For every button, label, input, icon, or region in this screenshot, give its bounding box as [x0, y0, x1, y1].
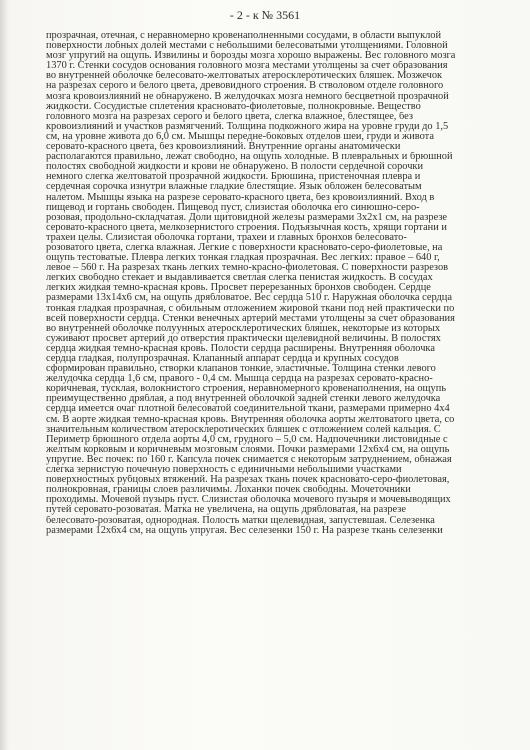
- text-line: легких жидкая темно-красная кровь. Просвет перерезанных бронхов свободен. Сердце: [46, 283, 431, 294]
- text-line: серовато-красного цвета, мелкозернистого строения. Подъязычная кость, хрящи гортани и: [46, 222, 447, 233]
- text-line: серовато-красного цвета, без кровоизлияний. Внутренние органы анатомически: [46, 142, 401, 153]
- scan-shadow: [0, 0, 8, 750]
- text-line: на разрезах серого и белого цвета, древовидного строения. В стволовом отделе головного: [46, 81, 444, 92]
- text-line: белесовато-розоватая, однородная. Полость матки щелевидная, запустевшая. Селезенка: [46, 515, 435, 526]
- text-line: головного мозга на разрезах серого и белого цвета, слегка влажное, блестящее, без: [46, 111, 413, 122]
- text-line: левое – 560 г. На разрезах ткань легких темно-красно-фиолетовая. С поверхности разрезов: [46, 263, 449, 274]
- text-line: сформирован правильно, створки клапанов тонкие, эластичные. Толщина стенки левого: [46, 364, 436, 375]
- text-line: проходимы. Мочевой пузырь пуст. Слизистая оболочка мочевого пузыря и мочевыводящих: [46, 495, 451, 506]
- text-line: пищевод и гортань свободен. Пищевод пуст, слизистая оболочка его синюшно-серо-: [46, 202, 420, 213]
- text-line: поверхности лобных долей местами с небольшими белесоватыми утолщениями. Головной: [46, 41, 448, 52]
- text-line: сердечная сорочка изнутри влажные гладкие блестящие. Язык обложен белесоватым: [46, 182, 422, 193]
- text-line: коричневая, тусклая, волокнистого строения, неравномерного кровенаполнения, на ощупь: [46, 384, 447, 395]
- text-line: сердца гладкая, полупрозрачная. Клапанный аппарат сердца и крупных сосудов: [46, 354, 399, 364]
- text-line: мозг упругий на ощупь. Извилины и борозды мозга хорошо выражены. Вес головного мозга: [46, 51, 456, 62]
- text-line: всей поверхности сердца. Стенки венечных артерий местами утолщены за счет образования: [46, 313, 455, 324]
- text-line: сердца имеется очаг плотной белесоватой соединительной ткани, размерами примерно 4х4: [46, 404, 450, 415]
- text-line: располагаются правильно, лежат свободно, на ощупь холодные. В плевральных и брюшной: [46, 152, 453, 163]
- text-line: кровоизлияний и участков размягчений. Толщина подкожного жира на уровне груди до 1,5: [46, 121, 449, 132]
- text-line: во внутренней оболочке полуунных атеросклеротических бляшек, некоторые из которых: [46, 323, 441, 334]
- text-line: розовая, продольно-складчатая. Доли щитовидной железы размерами 3х2х1 см, на разрезе: [46, 212, 448, 223]
- text-line: прозрачная, отечная, с неравномерно кровенаполненными сосудами, в области выпуклой: [46, 31, 442, 41]
- text-line: немного слегка желтоватой прозрачной жидкости. Брюшина, пристеночная плевра и: [46, 172, 421, 183]
- page-number-header: - 2 - к № 3561: [229, 8, 301, 22]
- text-line: преимущественно дряблая, а под внутренней оболочкой задней стенки левого желудочка: [46, 394, 441, 405]
- text-line: сердца жидкая темно-красная кровь. Полости сердца расширены. Внутренняя оболочка: [46, 343, 435, 354]
- text-line: Периметр брюшного отдела аорты 4,0 см, грудного – 5,0 см. Надпочечники листовидные с: [46, 434, 448, 445]
- text-line: полнокровная, границы слоев различимы. Лоханки почек свободны. Мочеточники: [46, 485, 411, 496]
- text-line: 1370 г. Стенки сосудов основания головного мозга местами утолщены за счет образования: [46, 61, 448, 72]
- text-line: мозга кровоизлияний не обнаружено. В желудочках мозга немного бесцветной прозрачной: [46, 91, 449, 102]
- text-line: значительным количеством атеросклеротических бляшек с отложением солей кальция. С: [46, 424, 441, 435]
- text-line: ощупь тестоватые. Плевра легких тонкая гладкая прозрачная. Вес легких: правое – 640 г,: [46, 253, 440, 264]
- text-line: полостях свободной жидкости и крови не обнаружено. В полости сердечной сорочки: [46, 162, 424, 173]
- document-body: [46, 31, 508, 743]
- text-line: путей серовато-розоватая. Матка не увеличена, на ощупь дрябловатая, на разрезе: [46, 505, 406, 516]
- text-line: желтым корковым и коричневым мозговым слоями. Почки размерами 12х6х4 см, на ощупь: [46, 444, 450, 455]
- text-line: размерами 13х14х6 см, на ощупь дрябловатое. Вес сердца 510 г. Наружная оболочка сердца: [46, 293, 452, 304]
- text-line: розоватого цвета, слегка влажная. Легкие с поверхности красновато-серо-фиолетовые, на: [46, 242, 443, 253]
- text-line: желудочка сердца 1,6 см, правого - 0,4 см. Мышца сердца на разрезах серовато-красно-: [46, 374, 433, 385]
- text-line: трахеи целы. Слизистая оболочка гортани, трахеи и главных бронхов белесовато-: [46, 232, 407, 243]
- text-line: суживают просвет артерий до отверстия практически щелевидной величины. В полостях: [46, 333, 441, 344]
- text-line: см, на уровне живота до 6,0 см. Мышцы передне-боковых отделов шеи, груди и живота: [46, 131, 434, 142]
- text-line: поверхностных рубцовых втяжений. На разрезах ткань почек красновато-серо-фиолетовая,: [46, 475, 450, 486]
- text-line: во внутренней оболочке белесовато-желтоватых атеросклеротических бляшек. Мозжечок: [46, 71, 443, 82]
- text-line: тонкая гладкая прозрачная, с обильным отложением жировой ткани под ней практически по: [46, 303, 455, 314]
- text-line: слегка зернистую почечную поверхность с единичными небольшими участками: [46, 465, 402, 476]
- text-line: размерами 12х6х4 см, на ощупь упругая. Вес селезенки 150 г. На разрезе ткань селезенки: [46, 525, 443, 536]
- text-line: жидкости. Сосудистые сплетения красновато-фиолетовые, полнокровные. Вещество: [46, 101, 421, 112]
- text-line: налетом. Мышцы языка на разрезе серовато-красного цвета, без кровоизлияний. Вход в: [46, 192, 435, 203]
- text-line: см. В аорте жидкая темно-красная кровь. Внутренняя оболочка аорты желтоватого цвета, со: [46, 414, 455, 425]
- text-line: упругие. Вес почек: по 160 г. Капсула почек снимается с некоторым затруднением, обнажая: [46, 454, 452, 465]
- text-line: легких свободно стекает и выдавливается светлая слегка пенистая жидкость. В сосудах: [46, 273, 433, 284]
